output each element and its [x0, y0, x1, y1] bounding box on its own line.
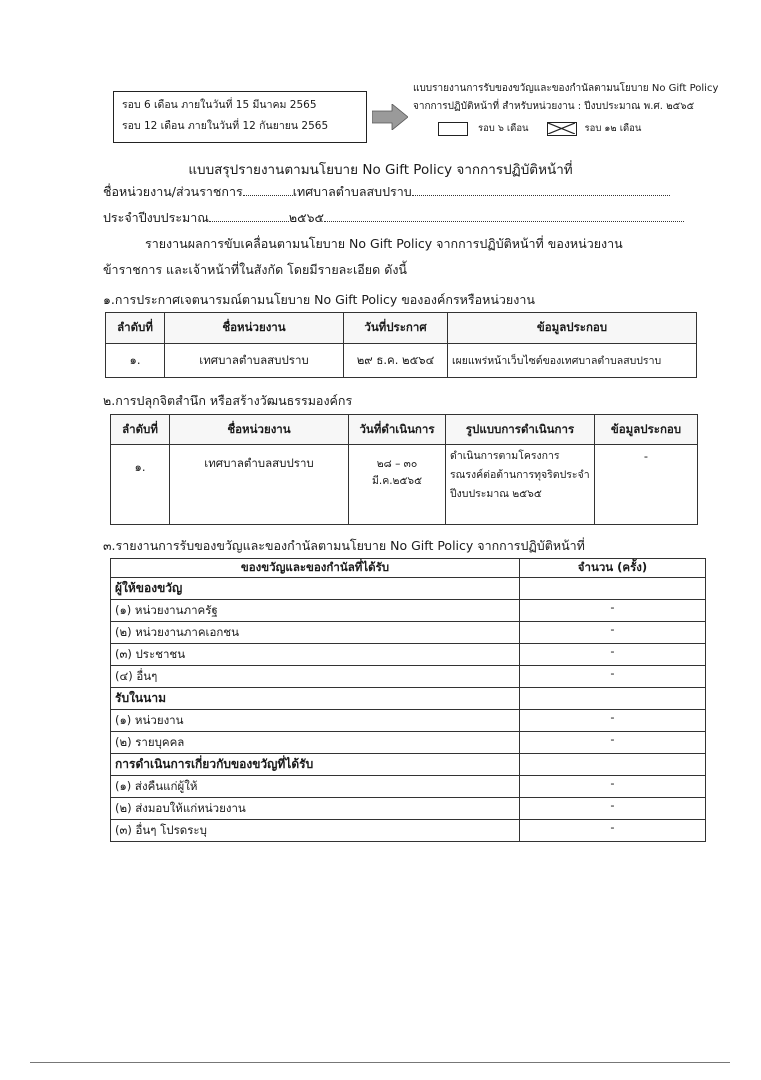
table-row — [111, 600, 706, 622]
col-info: ข้อมูลประกอบ — [595, 415, 698, 445]
fiscal-year-label: ประจำปีงบประมาณ — [103, 210, 209, 225]
fiscal-year-value: ๒๕๖๕ — [288, 210, 325, 225]
report-form-title: แบบรายงานการรับของขวัญและของกำนัลตามนโยบาย No Gift Policy — [413, 83, 719, 94]
group-row — [111, 578, 706, 600]
round-12-month-deadline: รอบ 12 เดือน ภายในวันที่ 12 กันยายน 2565 — [122, 120, 329, 132]
cell-date: ๒๘ – ๓๐ มี.ค.๒๕๖๕ — [349, 445, 446, 525]
report-form-subtitle: จากการปฏิบัติหน้าที่ สำหรับหน่วยงาน : ปีงบประมาณ พ.ศ. ๒๕๖๕ — [413, 101, 695, 112]
gift-item-count: - — [520, 710, 706, 732]
gift-item-count: - — [520, 622, 706, 644]
group-row — [111, 688, 706, 710]
round-6-checkbox[interactable] — [438, 122, 468, 136]
table-row — [111, 644, 706, 666]
col-info: ข้อมูลประกอบ — [448, 313, 697, 344]
round-6-label: รอบ ๖ เดือน — [478, 123, 529, 134]
intro-line-1: รายงานผลการขับเคลื่อนตามนโยบาย No Gift Policy จากการปฏิบัติหน้าที่ ของหน่วยงาน — [145, 236, 623, 251]
table-row — [111, 445, 698, 525]
table-row — [111, 776, 706, 798]
reporting-round-box — [113, 91, 367, 143]
gift-item-count: - — [520, 732, 706, 754]
agency-field — [103, 182, 670, 202]
cell-date: ๒๙ ธ.ค. ๒๕๖๔ — [344, 344, 448, 378]
col-date: วันที่ประกาศ — [344, 313, 448, 344]
round-12-checkbox[interactable] — [547, 122, 577, 136]
right-arrow-icon — [372, 104, 408, 130]
page-bottom-rule — [30, 1062, 730, 1063]
table-row — [111, 710, 706, 732]
cell-order: ๑. — [106, 344, 165, 378]
intro-line-2: ข้าราชการ และเจ้าหน้าที่ในสังกัด โดยมีรายละเอียด ดังนี้ — [103, 262, 407, 277]
gift-item-label: (๓) ประชาชน — [111, 644, 520, 666]
group-row — [111, 754, 706, 776]
col-count: จำนวน (ครั้ง) — [520, 559, 706, 578]
col-date: วันที่ดำเนินการ — [349, 415, 446, 445]
group-count-empty — [520, 688, 706, 710]
round-12-label: รอบ ๑๒ เดือน — [584, 123, 642, 134]
intro-paragraph — [103, 231, 703, 283]
group-title: การดำเนินการเกี่ยวกับของขวัญที่ได้รับ — [111, 754, 520, 776]
cell-format: ดำเนินการตามโครงการรณรงค์ต่อต้านการทุจริตประจำปีงบประมาณ ๒๕๖๕ — [446, 445, 595, 525]
gift-item-count: - — [520, 600, 706, 622]
gift-item-count: - — [520, 776, 706, 798]
table-row — [111, 820, 706, 842]
group-count-empty — [520, 754, 706, 776]
gift-item-label: (๑) หน่วยงานภาครัฐ — [111, 600, 520, 622]
gift-item-label: (๔) อื่นๆ — [111, 666, 520, 688]
gift-item-count: - — [520, 820, 706, 842]
cell-info: เผยแพร่หน้าเว็บไซต์ของเทศบาลตำบลสบปราบ — [448, 344, 697, 378]
table-row — [111, 666, 706, 688]
col-order: ลำดับที่ — [111, 415, 170, 445]
table-row — [111, 732, 706, 754]
gift-item-label: (๑) หน่วยงาน — [111, 710, 520, 732]
gift-item-label: (๓) อื่นๆ โปรดระบุ — [111, 820, 520, 842]
group-title: ผู้ให้ของขวัญ — [111, 578, 520, 600]
table-row — [106, 344, 697, 378]
gift-item-count: - — [520, 644, 706, 666]
col-format: รูปแบบการดำเนินการ — [446, 415, 595, 445]
col-agency: ชื่อหน่วยงาน — [165, 313, 344, 344]
cell-info: - — [595, 445, 698, 525]
section-1-heading: ๑.การประกาศเจตนารมณ์ตามนโยบาย No Gift Policy ขององค์กรหรือหน่วยงาน — [103, 292, 535, 307]
col-agency: ชื่อหน่วยงาน — [170, 415, 349, 445]
col-order: ลำดับที่ — [106, 313, 165, 344]
section-3-heading: ๓.รายงานการรับของขวัญและของกำนัลตามนโยบาย No Gift Policy จากการปฏิบัติหน้าที่ — [103, 538, 585, 553]
cell-agency: เทศบาลตำบลสบปราบ — [170, 445, 349, 525]
gift-item-label: (๒) ส่งมอบให้แก่หน่วยงาน — [111, 798, 520, 820]
group-title: รับในนาม — [111, 688, 520, 710]
col-gift: ของขวัญและของกำนัลที่ได้รับ — [111, 559, 520, 578]
report-form-header — [413, 80, 718, 116]
round-6-month-deadline: รอบ 6 เดือน ภายในวันที่ 15 มีนาคม 2565 — [122, 99, 317, 111]
cell-agency: เทศบาลตำบลสบปราบ — [165, 344, 344, 378]
page-title: แบบสรุปรายงานตามนโยบาย No Gift Policy จากการปฏิบัติหน้าที่ — [188, 162, 573, 178]
table-header-row — [111, 559, 706, 578]
table-row — [111, 622, 706, 644]
culture-table — [110, 414, 698, 525]
gift-report-table — [110, 558, 706, 842]
agency-value: เทศบาลตำบลสบปราบ — [292, 184, 412, 199]
section-2-heading: ๒.การปลุกจิตสำนึก หรือสร้างวัฒนธรรมองค์กร — [103, 393, 353, 408]
gift-item-label: (๒) หน่วยงานภาคเอกชน — [111, 622, 520, 644]
gift-item-label: (๑) ส่งคืนแก่ผู้ให้ — [111, 776, 520, 798]
gift-item-count: - — [520, 798, 706, 820]
gift-item-label: (๒) รายบุคคล — [111, 732, 520, 754]
table-header-row — [111, 415, 698, 445]
fiscal-year-field — [103, 208, 684, 228]
checked-cross-icon — [548, 123, 575, 134]
table-row — [111, 798, 706, 820]
table-header-row — [106, 313, 697, 344]
gift-item-count: - — [520, 666, 706, 688]
gift-report-body — [111, 578, 706, 842]
agency-label: ชื่อหน่วยงาน/ส่วนราชการ — [103, 184, 243, 199]
declaration-table — [105, 312, 697, 378]
group-count-empty — [520, 578, 706, 600]
round-checkboxes — [438, 121, 641, 136]
cell-order: ๑. — [111, 445, 170, 525]
